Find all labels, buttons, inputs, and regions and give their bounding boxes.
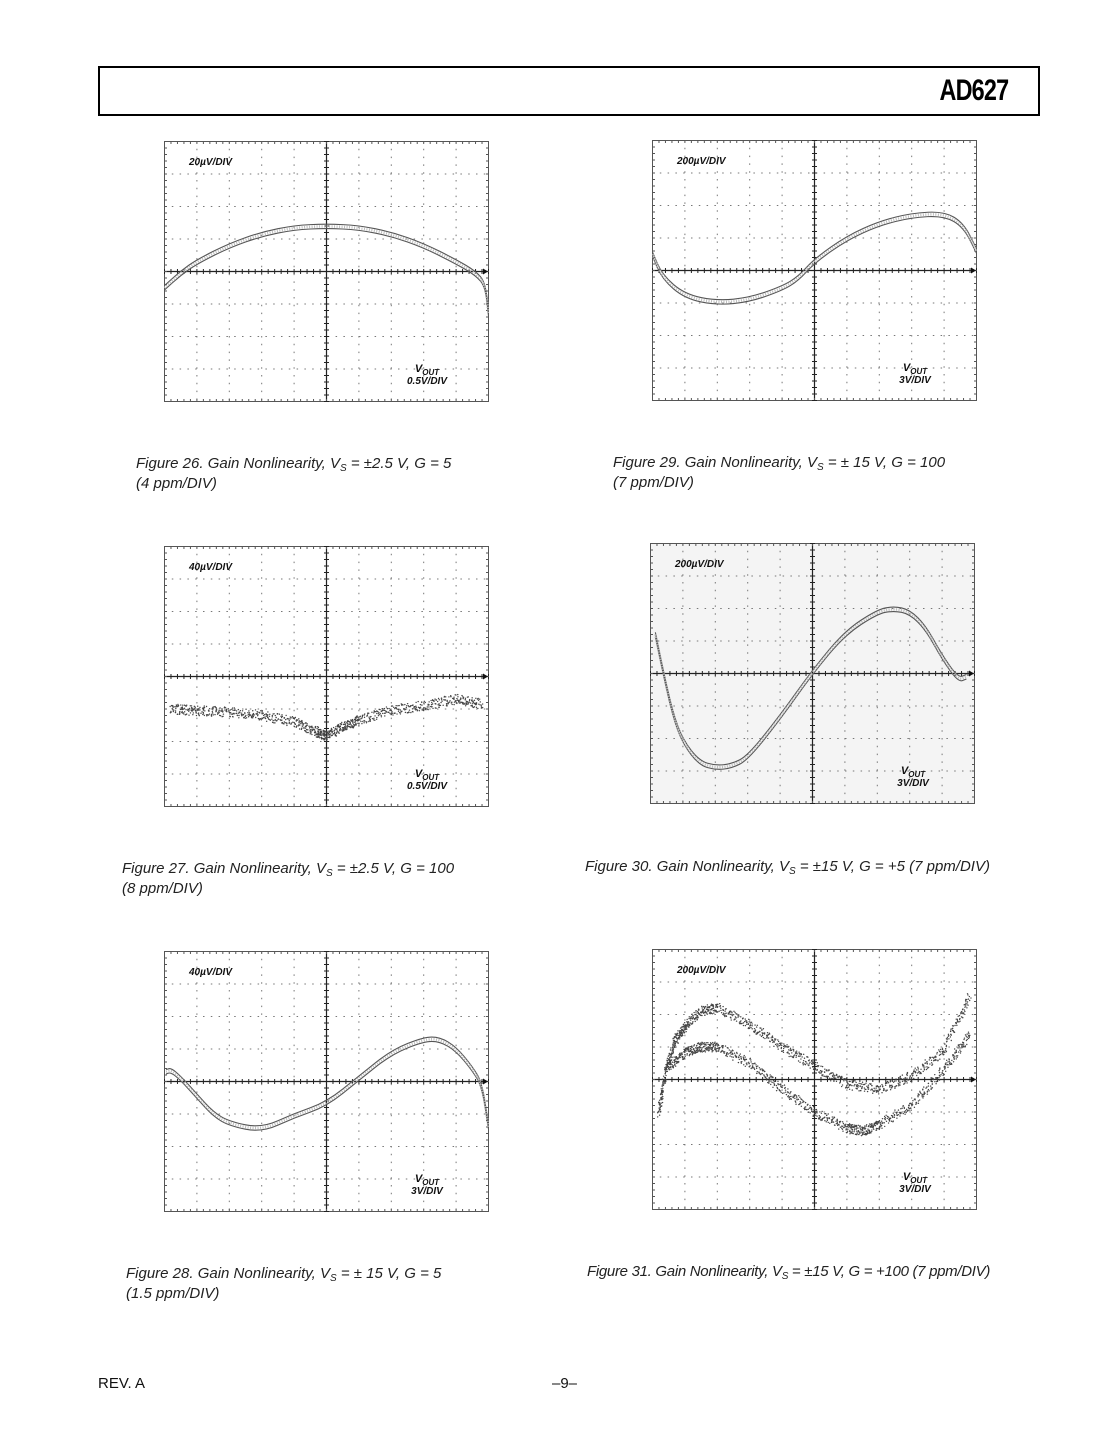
caption-text: Figure 29. Gain Nonlinearity, V xyxy=(613,454,817,471)
caption-fig26 xyxy=(136,454,451,494)
caption-text: Figure 27. Gain Nonlinearity, V xyxy=(122,860,326,877)
part-number-title: AD627 xyxy=(939,74,1008,107)
caption-text: = ±15 V, G = +100 (7 ppm/DIV) xyxy=(788,1263,991,1280)
x-scale-label: 3V/DIV xyxy=(897,778,929,789)
y-scale-label: 200µV/DIV xyxy=(675,559,724,570)
caption-text: Figure 26. Gain Nonlinearity, V xyxy=(136,455,340,472)
y-scale-label: 40µV/DIV xyxy=(189,967,233,978)
caption-line2: (4 ppm/DIV) xyxy=(136,475,217,492)
y-scale-label: 200µV/DIV xyxy=(677,965,726,976)
plot-fig28 xyxy=(164,951,489,1212)
plot-fig26 xyxy=(164,141,489,402)
caption-text: = ± 15 V, G = 5 xyxy=(336,1265,442,1282)
x-axis-label: $V_{OUT}$ xyxy=(902,362,928,376)
oscilloscope-plot xyxy=(650,543,975,804)
x-scale-label: 0.5V/DIV xyxy=(406,781,448,792)
caption-fig31 xyxy=(587,1262,990,1282)
caption-text: Figure 28. Gain Nonlinearity, V xyxy=(126,1265,330,1282)
y-scale-label: 20µV/DIV xyxy=(189,157,233,168)
plot-fig30 xyxy=(650,543,975,804)
x-axis-label: $V_{OUT}$ xyxy=(414,1173,440,1187)
caption-sub: S xyxy=(817,462,824,473)
oscilloscope-plot xyxy=(652,949,977,1210)
caption-text: = ± 15 V, G = 100 xyxy=(823,454,946,471)
caption-text: = ±2.5 V, G = 5 xyxy=(346,455,452,472)
page-number: –9– xyxy=(552,1375,578,1392)
caption-fig30 xyxy=(585,857,990,877)
y-scale-label: 40µV/DIV xyxy=(189,562,233,573)
x-scale-label: 3V/DIV xyxy=(899,1184,931,1195)
oscilloscope-plot xyxy=(164,141,489,402)
plot-fig29 xyxy=(652,140,977,401)
plot-fig27 xyxy=(164,546,489,807)
caption-text: = ±15 V, G = +5 (7 ppm/DIV) xyxy=(795,858,990,875)
caption-text: Figure 31. Gain Nonlinearity, V xyxy=(587,1263,782,1280)
oscilloscope-plot xyxy=(652,140,977,401)
caption-fig28 xyxy=(126,1264,441,1304)
caption-line2: (7 ppm/DIV) xyxy=(613,474,694,491)
x-scale-label: 3V/DIV xyxy=(411,1186,443,1197)
caption-line2: (8 ppm/DIV) xyxy=(122,880,203,897)
caption-fig27 xyxy=(122,859,454,899)
x-axis-label: $V_{OUT}$ xyxy=(900,765,926,779)
revision-label: REV. A xyxy=(98,1375,145,1392)
caption-line2: (1.5 ppm/DIV) xyxy=(126,1285,220,1302)
oscilloscope-plot xyxy=(164,546,489,807)
oscilloscope-plot xyxy=(164,951,489,1212)
caption-sub: S xyxy=(781,1271,789,1282)
y-scale-label: 200µV/DIV xyxy=(677,156,726,167)
x-scale-label: 3V/DIV xyxy=(899,375,931,386)
caption-sub: S xyxy=(789,866,796,877)
x-axis-label: $V_{OUT}$ xyxy=(414,363,440,377)
plot-fig31 xyxy=(652,949,977,1210)
x-axis-label: $V_{OUT}$ xyxy=(902,1171,928,1185)
caption-text: Figure 30. Gain Nonlinearity, V xyxy=(585,858,789,875)
caption-sub: S xyxy=(326,868,333,879)
caption-sub: S xyxy=(340,463,347,474)
caption-fig29 xyxy=(613,453,945,493)
caption-sub: S xyxy=(330,1273,337,1284)
x-scale-label: 0.5V/DIV xyxy=(406,376,448,387)
caption-text: = ±2.5 V, G = 100 xyxy=(332,860,455,877)
page-header xyxy=(98,66,1040,116)
x-axis-label: $V_{OUT}$ xyxy=(414,768,440,782)
